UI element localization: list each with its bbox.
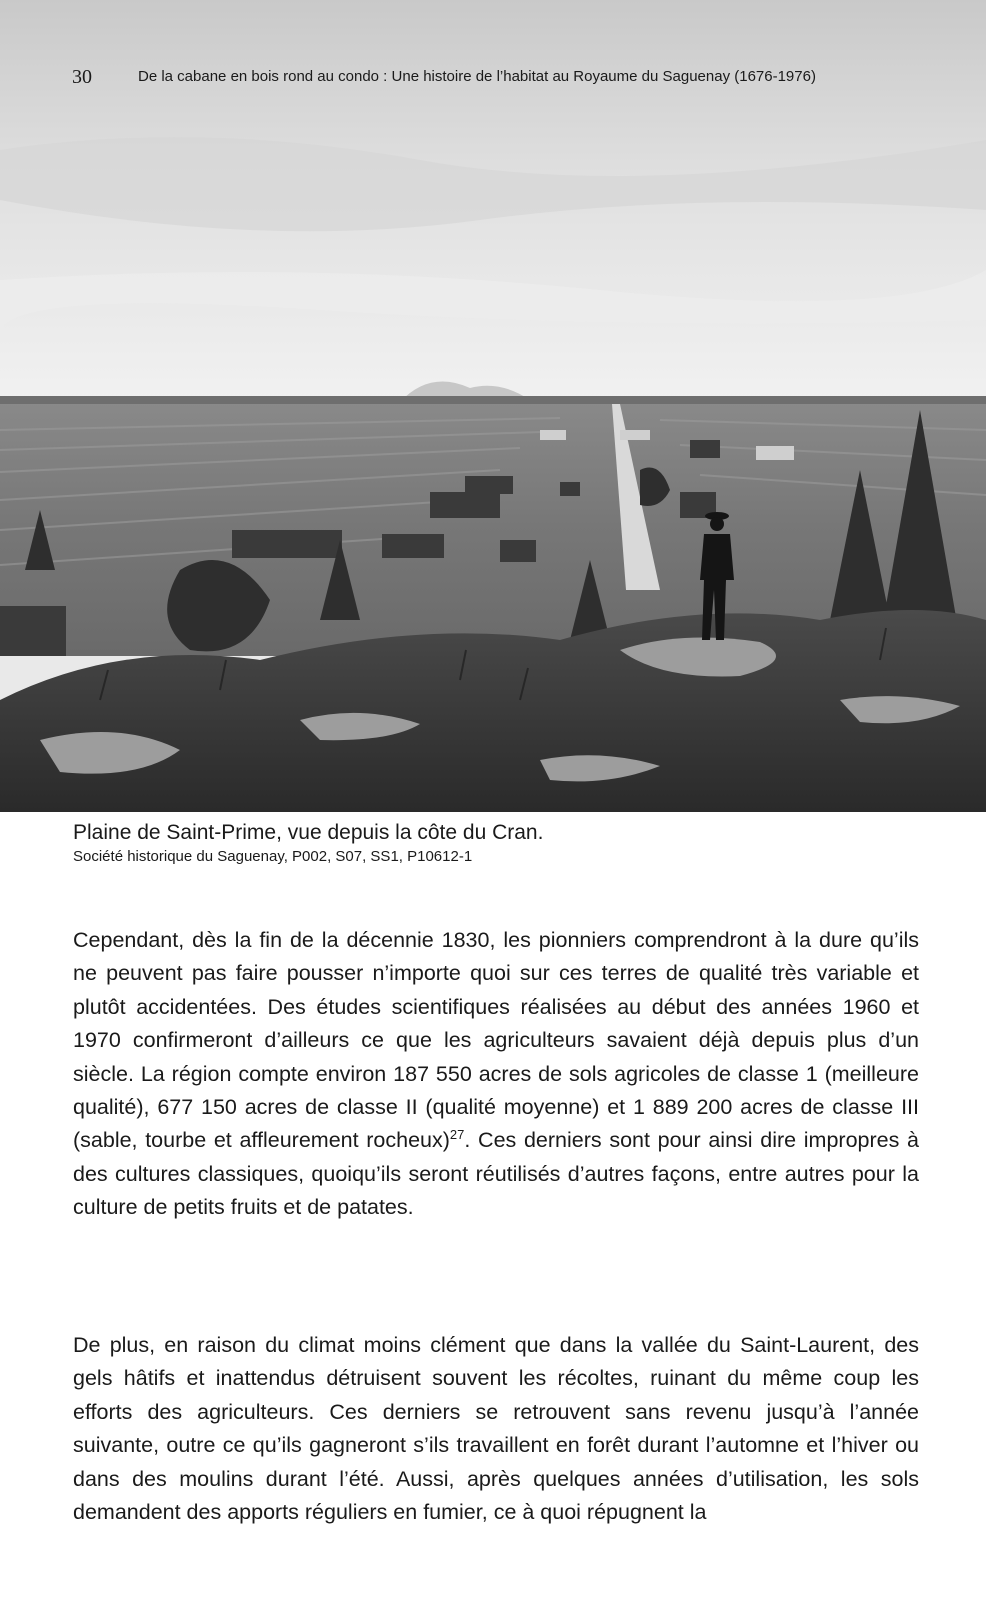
body-paragraph-2: De plus, en raison du climat moins clément que dans la vallée du Saint-Laurent, des gels hâtifs et inattendus détruisent souvent les récoltes, ruinant du même coup les efforts des agriculteurs. Ces derniers se retrouvent sans revenu jusqu’à l’année suivante, outre ce qu’ils gagneront s’ils travaillent en forêt durant l’automne et l’hiver ou dans des moulins durant l’été. Aussi, après quelques années d’utilisation, les sols demandent des apports réguliers en fumier, ce à quoi répugnent la xyxy=(73,1333,919,1525)
paragraph-1-main: Cependant, dès la fin de la décennie 1830, les pionniers comprendront à la dure qu’ils ne peuvent pas faire pousser n’importe quoi sur ces terres de qualité très variable et plutôt accidentées. Des études scientifiques réalisées au début des années 1960 et 1970 confirmeront d’ailleurs ce que les agriculteurs savaient déjà depuis plus d’un siècle. La région compte environ 187 550 acres de sols agricoles de classe 1 (meilleure qualité), 677 150 acres de classe II (qualité moyenne) et 1 889 200 acres de classe III (sable, tourbe et affleurement rocheux) xyxy=(73,928,919,1153)
paragraph-1-end: . Ces derniers sont pour ainsi dire impropres à des cultures classiques, quoiqu’ils seront réutilisés d’autres façons, entre autres pour la culture de petits fruits et de patates. xyxy=(73,1128,919,1220)
photo-caption xyxy=(73,820,933,868)
caption-title: Plaine de Saint-Prime, vue depuis la côte du Cran. xyxy=(73,821,544,844)
caption-credit: Société historique du Saguenay, P002, S07, SS1, P10612-1 xyxy=(73,848,473,865)
body-paragraph-1 xyxy=(73,924,919,1225)
page-number: 30 xyxy=(72,66,92,88)
running-header xyxy=(72,66,922,90)
footnote-reference[interactable]: 27 xyxy=(449,1127,465,1143)
running-title: De la cabane en bois rond au condo : Une histoire de l’habitat au Royaume du Saguenay (1676-1976) xyxy=(138,68,816,85)
